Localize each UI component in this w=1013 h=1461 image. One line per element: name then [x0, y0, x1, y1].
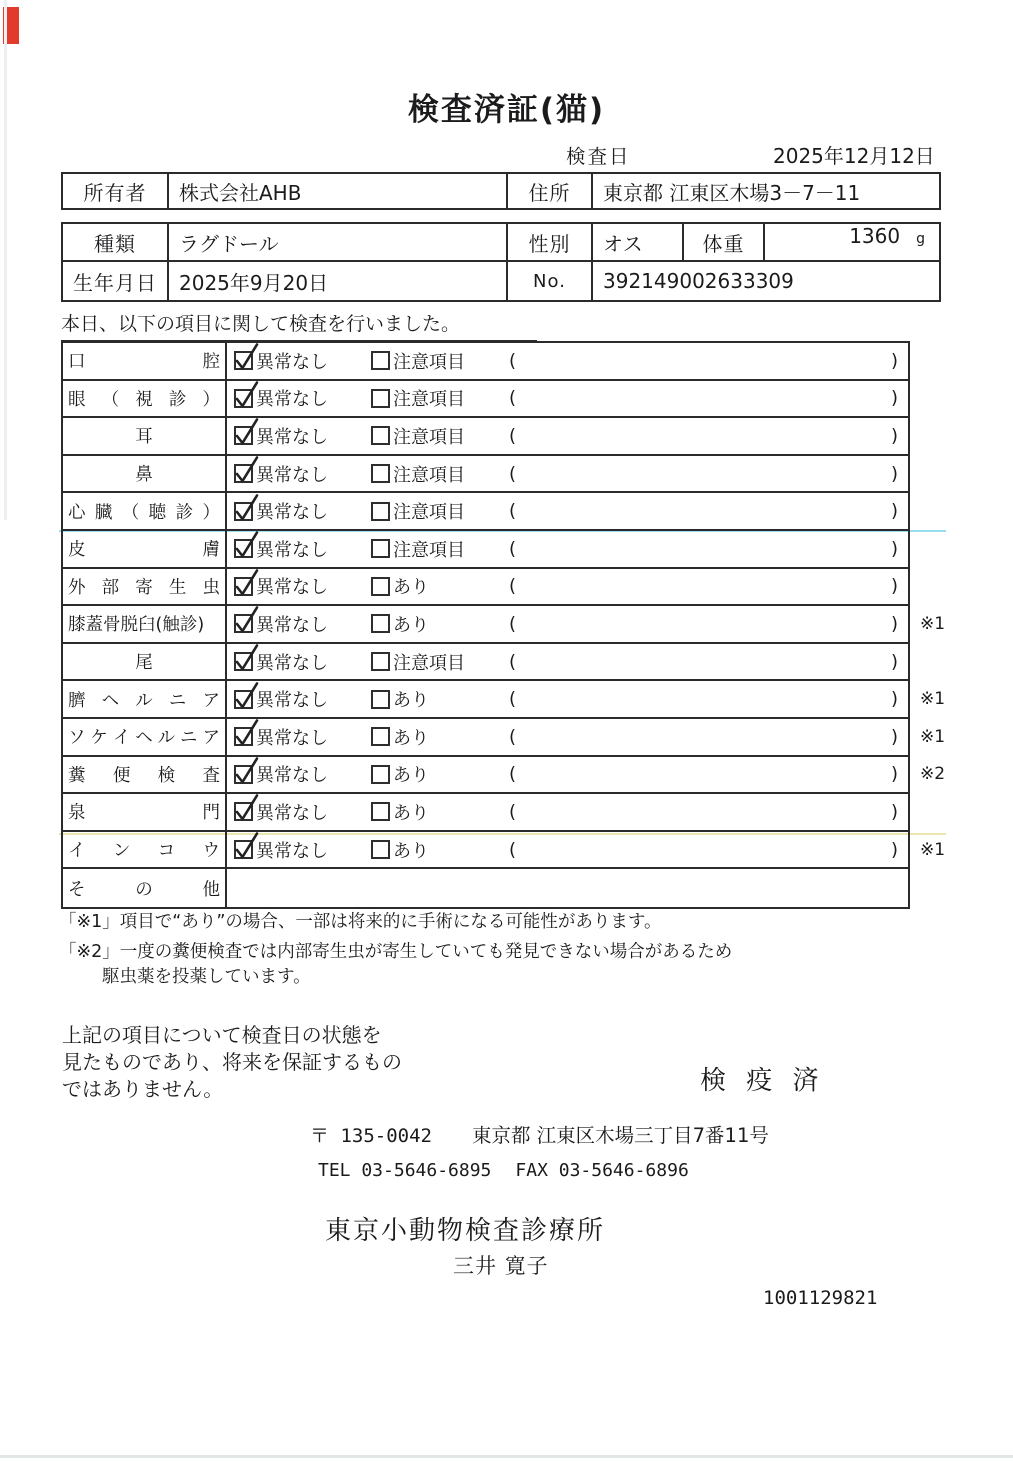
option-label: あり: [393, 690, 429, 712]
option-no-abnormality: [234, 385, 328, 411]
checklist-row: [63, 681, 946, 719]
footnote-marker: ※1: [920, 613, 946, 634]
option-label: 異常なし: [256, 802, 328, 824]
option-attention: [371, 573, 429, 599]
page-title: 検査済証(猫): [407, 92, 606, 128]
inspection-date-label: 検査日: [566, 145, 631, 168]
option-attention: [371, 423, 465, 449]
option-no-abnormality: [234, 649, 328, 675]
option-label: 異常なし: [256, 840, 328, 862]
checkbox-checked-icon: [234, 577, 253, 596]
checklist-row: [63, 381, 908, 419]
check-icon: [233, 830, 260, 861]
clinic-address-row: [310, 1120, 769, 1148]
option-no-abnormality: [234, 461, 328, 487]
remarks-paren-open: (: [509, 500, 517, 522]
option-label: あり: [393, 577, 429, 599]
scan-edge-shadow: [4, 0, 7, 520]
item-result-cell: [227, 418, 908, 454]
fax-number: FAX 03-5646-6896: [515, 1160, 689, 1181]
postal-code: 〒 135-0042: [310, 1125, 432, 1147]
remarks-paren-close: ): [891, 463, 899, 485]
check-icon: [233, 642, 260, 673]
remarks-paren-close: ): [891, 425, 899, 447]
weight-number: 1360: [849, 224, 901, 248]
option-label: 注意項目: [393, 502, 465, 524]
option-label: 注意項目: [393, 652, 465, 674]
checkbox-checked-icon: [234, 389, 253, 408]
checklist-row: [63, 456, 908, 494]
remarks-paren-open: (: [509, 688, 517, 710]
checkbox-unchecked-icon: [371, 502, 390, 521]
check-icon: [233, 454, 260, 485]
option-label: あり: [393, 727, 429, 749]
checkbox-checked-icon: [234, 727, 253, 746]
option-label: 注意項目: [393, 351, 465, 373]
option-no-abnormality: [234, 498, 328, 524]
option-label: 異常なし: [256, 539, 328, 561]
item-label: 尾: [63, 644, 227, 680]
check-icon: [233, 755, 260, 786]
checkbox-unchecked-icon: [371, 539, 390, 558]
checkbox-unchecked-icon: [371, 765, 390, 784]
option-label: 注意項目: [393, 464, 465, 486]
check-icon: [233, 680, 260, 711]
checklist-table: [61, 341, 946, 909]
checkbox-checked-icon: [234, 539, 253, 558]
owner-value: 株式会社AHB: [169, 174, 508, 208]
check-icon: [233, 567, 260, 598]
remarks-paren-close: ): [891, 651, 899, 673]
option-label: 異常なし: [256, 690, 328, 712]
item-label: 糞 便 検 査: [63, 757, 227, 793]
tel-number: TEL 03-5646-6895: [318, 1160, 492, 1181]
item-label: 膝蓋骨脱臼(触診): [63, 606, 227, 642]
phone-row: [318, 1160, 689, 1181]
option-label: 異常なし: [256, 652, 328, 674]
option-attention: [371, 761, 429, 787]
sex-label: 性別: [508, 224, 593, 260]
remarks-paren-open: (: [509, 763, 517, 785]
animal-info-table: [61, 222, 941, 302]
remarks-paren-open: (: [509, 801, 517, 823]
disclaimer-line: 上記の項目について検査日の状態を: [62, 1023, 382, 1047]
clinic-address: 東京都 江東区木場三丁目7番11号: [471, 1124, 769, 1147]
remarks-paren-open: (: [509, 425, 517, 447]
checklist-row: [63, 719, 946, 757]
sex-value: オス: [593, 224, 684, 260]
checklist-row: [63, 794, 908, 832]
checkbox-unchecked-icon: [371, 464, 390, 483]
option-label: 注意項目: [393, 539, 465, 561]
checkbox-unchecked-icon: [371, 840, 390, 859]
item-label: 鼻: [63, 456, 227, 492]
checklist-row: [63, 757, 946, 795]
checkbox-unchecked-icon: [371, 727, 390, 746]
option-label: あり: [393, 765, 429, 787]
item-label: 口 腔: [63, 343, 227, 379]
breed-value: ラグドール: [169, 224, 508, 260]
checkbox-unchecked-icon: [371, 351, 390, 370]
disclaimer-line: ではありません。: [62, 1077, 224, 1101]
footnote-2-line2: 駆虫薬を投薬しています。: [102, 967, 311, 987]
footnote-marker: ※2: [920, 764, 946, 785]
check-icon: [233, 341, 260, 372]
item-label: 眼 （ 視 診 ）: [63, 381, 227, 417]
remarks-paren-close: ): [891, 839, 899, 861]
checkbox-checked-icon: [234, 690, 253, 709]
item-label: 泉 門: [63, 794, 227, 830]
option-label: あり: [393, 802, 429, 824]
item-label: 外 部 寄 生 虫: [63, 569, 227, 605]
item-result-cell: [227, 757, 908, 793]
option-attention: [371, 461, 465, 487]
no-label: No.: [508, 262, 593, 300]
birth-label: 生年月日: [63, 262, 169, 300]
checkbox-checked-icon: [234, 351, 253, 370]
remarks-paren-close: ): [891, 350, 899, 372]
remarks-paren-close: ): [891, 763, 899, 785]
option-attention: [371, 348, 465, 374]
remarks-paren-open: (: [509, 726, 517, 748]
option-no-abnormality: [234, 686, 328, 712]
item-label: 耳: [63, 418, 227, 454]
clinic-name: 東京小動物検査診療所: [325, 1216, 606, 1246]
remarks-paren-open: (: [509, 463, 517, 485]
checkbox-unchecked-icon: [371, 389, 390, 408]
option-label: 注意項目: [393, 389, 465, 411]
remarks-paren-close: ): [891, 613, 899, 635]
option-label: 注意項目: [393, 426, 465, 448]
scan-bottom-edge: [0, 1455, 1013, 1458]
checkbox-unchecked-icon: [371, 690, 390, 709]
checklist-row: [63, 606, 946, 644]
remarks-paren-close: ): [891, 726, 899, 748]
breed-label: 種類: [63, 224, 169, 260]
remarks-paren-close: ): [891, 688, 899, 710]
item-result-cell: [227, 343, 908, 379]
weight-value: [765, 224, 939, 260]
checkbox-unchecked-icon: [371, 614, 390, 633]
option-attention: [371, 686, 429, 712]
option-no-abnormality: [234, 837, 328, 863]
option-label: 異常なし: [256, 577, 328, 599]
item-result-cell: [227, 381, 908, 417]
footnote-marker: ※1: [920, 726, 946, 747]
option-no-abnormality: [234, 799, 328, 825]
remarks-paren-open: (: [509, 651, 517, 673]
weight-unit: g: [916, 231, 925, 247]
option-attention: [371, 799, 429, 825]
checkbox-unchecked-icon: [371, 802, 390, 821]
option-label: 異常なし: [256, 389, 328, 411]
checkbox-checked-icon: [234, 765, 253, 784]
checklist-row: [63, 493, 908, 531]
remarks-paren-close: ): [891, 387, 899, 409]
checkbox-unchecked-icon: [371, 426, 390, 445]
check-icon: [233, 492, 260, 523]
disclaimer-line: 見たものであり、将来を保証するもの: [62, 1050, 402, 1074]
inspection-date-value: 2025年12月12日: [773, 144, 935, 168]
remarks-paren-close: ): [891, 801, 899, 823]
checklist-row: [63, 644, 908, 682]
option-no-abnormality: [234, 724, 328, 750]
footnote-2-line1: 「※2」一度の糞便検査では内部寄生虫が寄生していても発見できない場合があるため: [59, 942, 733, 962]
check-icon: [233, 379, 260, 410]
option-attention: [371, 385, 465, 411]
option-attention: [371, 536, 465, 562]
remarks-paren-close: ): [891, 500, 899, 522]
owner-label: 所有者: [63, 174, 169, 208]
item-label: ソ ケ イ ヘ ル ニ ア: [63, 719, 227, 755]
option-label: 異常なし: [256, 464, 328, 486]
check-icon: [233, 717, 260, 748]
option-no-abnormality: [234, 536, 328, 562]
option-label: 異常なし: [256, 426, 328, 448]
item-result-cell: [227, 832, 908, 868]
option-no-abnormality: [234, 761, 328, 787]
option-label: 異常なし: [256, 614, 328, 636]
checkbox-unchecked-icon: [371, 652, 390, 671]
owner-address-table: [61, 172, 941, 210]
item-result-cell: [227, 644, 908, 680]
quarantine-stamp: 検 疫 済: [700, 1066, 825, 1096]
item-label: そ の 他: [63, 869, 227, 907]
option-no-abnormality: [234, 348, 328, 374]
option-attention: [371, 611, 429, 637]
item-result-cell: [227, 606, 908, 642]
checklist-row: [63, 832, 946, 870]
address-value: 東京都 江東区木場3－7－11: [603, 180, 861, 205]
item-label: 皮 膚: [63, 531, 227, 567]
option-no-abnormality: [234, 573, 328, 599]
item-result-cell: [227, 794, 908, 830]
checklist-row: [63, 343, 908, 381]
birth-value: 2025年9月20日: [169, 262, 508, 300]
checklist-row: [63, 569, 908, 607]
item-result-cell: [227, 681, 908, 717]
item-result-cell: [227, 531, 908, 567]
option-no-abnormality: [234, 423, 328, 449]
disclaimer-paragraph: [62, 1022, 402, 1103]
checklist-row: [63, 869, 908, 907]
checkbox-checked-icon: [234, 502, 253, 521]
checkbox-checked-icon: [234, 614, 253, 633]
veterinarian-name: 三井 寛子: [453, 1254, 549, 1278]
footnote-marker: ※1: [920, 839, 946, 860]
serial-number: 1001129821: [763, 1287, 878, 1309]
weight-label: 体重: [684, 224, 765, 260]
remarks-paren-open: (: [509, 387, 517, 409]
option-label: 異常なし: [256, 727, 328, 749]
check-icon: [233, 529, 260, 560]
checkbox-checked-icon: [234, 652, 253, 671]
option-label: 異常なし: [256, 502, 328, 524]
checkbox-unchecked-icon: [371, 577, 390, 596]
option-label: 異常なし: [256, 351, 328, 373]
address-label: 住所: [508, 174, 593, 208]
option-label: 異常なし: [256, 765, 328, 787]
check-icon: [233, 792, 260, 823]
item-result-cell: [227, 493, 908, 529]
check-icon: [233, 416, 260, 447]
item-label: 心 臓 （ 聴 診 ）: [63, 493, 227, 529]
option-attention: [371, 837, 429, 863]
remarks-paren-close: ): [891, 575, 899, 597]
option-attention: [371, 498, 465, 524]
remarks-paren-open: (: [509, 538, 517, 560]
remarks-paren-open: (: [509, 613, 517, 635]
checkbox-checked-icon: [234, 840, 253, 859]
no-value: 392149002633309: [603, 269, 794, 293]
checklist-intro: 本日、以下の項目に関して検査を行いました。: [61, 309, 537, 342]
footnote-marker: ※1: [920, 689, 946, 710]
option-label: あり: [393, 840, 429, 862]
checklist-row: [63, 418, 908, 456]
option-attention: [371, 724, 429, 750]
checklist-row: [63, 531, 908, 569]
remarks-paren-open: (: [509, 839, 517, 861]
item-label: イ ン コ ウ: [63, 832, 227, 868]
option-label: あり: [393, 614, 429, 636]
checkbox-checked-icon: [234, 802, 253, 821]
option-no-abnormality: [234, 611, 328, 637]
footnote-1: 「※1」項目で“あり”の場合、一部は将来的に手術になる可能性があります。: [59, 912, 662, 932]
remarks-paren-close: ): [891, 538, 899, 560]
item-result-cell: [227, 869, 908, 907]
option-attention: [371, 649, 465, 675]
check-icon: [233, 604, 260, 635]
remarks-paren-open: (: [509, 350, 517, 372]
checkbox-checked-icon: [234, 426, 253, 445]
remarks-paren-open: (: [509, 575, 517, 597]
checkbox-checked-icon: [234, 464, 253, 483]
item-label: 臍 ヘ ル ニ ア: [63, 681, 227, 717]
item-result-cell: [227, 719, 908, 755]
item-result-cell: [227, 456, 908, 492]
item-result-cell: [227, 569, 908, 605]
